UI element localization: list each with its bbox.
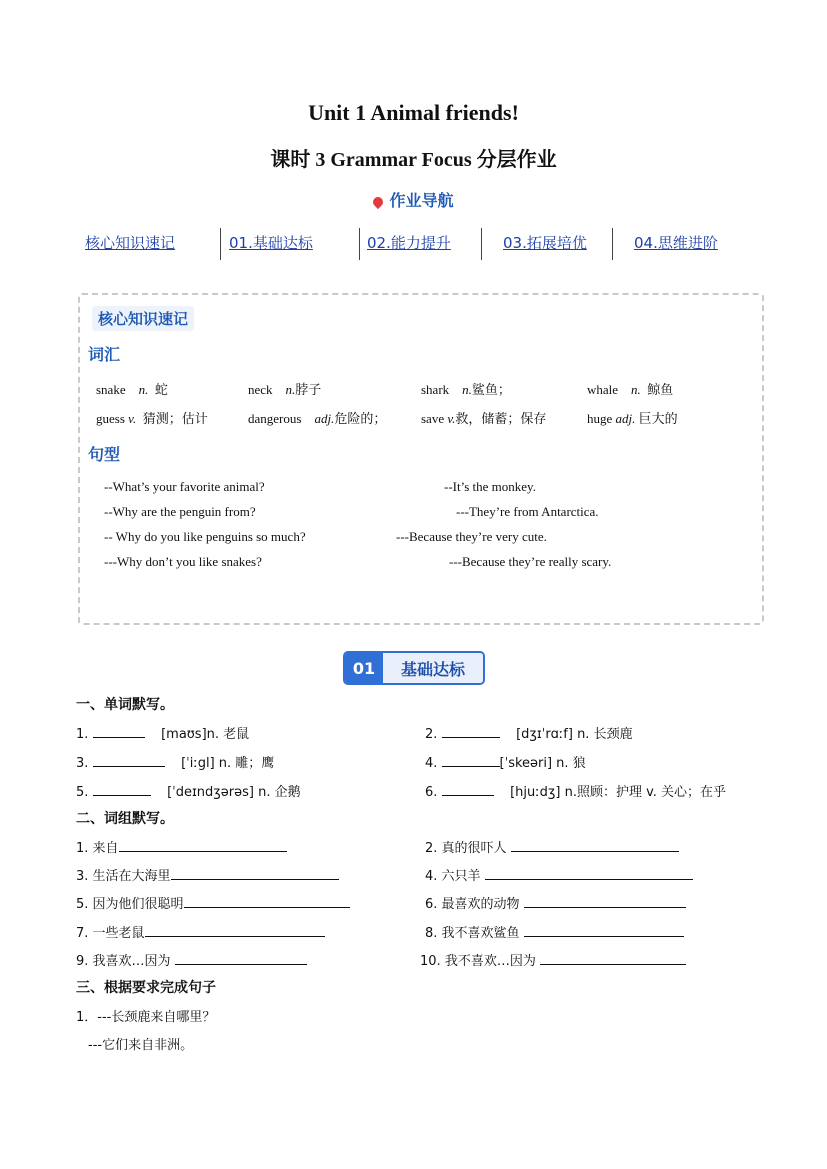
part1-heading: 一、单词默写。 xyxy=(76,697,174,713)
nav-link-advance[interactable]: 04.思维进阶 xyxy=(634,234,718,252)
vocab-item: guess v. 猜测；估计 xyxy=(96,411,208,426)
word-question: 1. [maʊs]n. 老鼠 xyxy=(76,727,250,742)
sentence-answer: --It’s the monkey. xyxy=(444,479,536,494)
part2-heading: 二、词组默写。 xyxy=(76,811,174,827)
answer-blank[interactable] xyxy=(93,725,145,738)
answer-blank[interactable] xyxy=(93,783,151,796)
sentence-question: --Why are the penguin from? xyxy=(104,504,256,519)
answer-blank[interactable] xyxy=(511,839,679,852)
sentence-answer: ---它们来自非洲。 xyxy=(88,1038,194,1053)
sentence-question: 1．---长颈鹿来自哪里？ xyxy=(76,1010,216,1025)
answer-blank[interactable] xyxy=(184,895,350,908)
nav-link-extend[interactable]: 03.拓展培优 xyxy=(503,234,587,252)
word-question: 2. [dʒɪˈrɑːf] n. 长颈鹿 xyxy=(425,727,633,742)
section-number: 01 xyxy=(345,653,383,683)
answer-blank[interactable] xyxy=(93,754,165,767)
phrase-question: 4. 六只羊 xyxy=(425,865,693,884)
phrase-question: 10. 我不喜欢…因为 xyxy=(420,950,686,969)
vocab-item: dangerous adj.危险的； xyxy=(248,411,387,426)
phrase-question: 2. 真的很吓人 xyxy=(425,837,679,856)
part3-heading: 三、根据要求完成句子 xyxy=(76,980,216,996)
page-title: Unit 1 Animal friends! xyxy=(308,100,519,125)
word-question: 3. [ˈiːgl] n. 雕；鹰 xyxy=(76,756,275,771)
section-badge xyxy=(343,651,485,685)
nav-divider xyxy=(359,228,360,260)
answer-blank[interactable] xyxy=(485,867,693,880)
location-pin-icon xyxy=(371,194,385,208)
answer-blank[interactable] xyxy=(442,783,494,796)
page-subtitle: 课时 3 Grammar Focus 分层作业 xyxy=(270,149,557,171)
knowledge-heading: 核心知识速记 xyxy=(92,306,194,331)
vocab-item: neck n.脖子 xyxy=(248,382,322,397)
phrase-question: 7. 一些老鼠 xyxy=(76,922,325,941)
vocab-item: snake n. 蛇 xyxy=(96,382,168,397)
word-question: 6. [hjuːdʒ] n.照顾：护理 v. 关心；在乎 xyxy=(425,785,727,800)
sentence-question: ---Why don’t you like snakes? xyxy=(104,554,262,569)
answer-blank[interactable] xyxy=(540,952,686,965)
word-question: 4. [ˈskeəri] n. 狼 xyxy=(425,756,586,771)
sentence-answer: ---Because they’re really scary. xyxy=(449,554,612,569)
phrase-question: 3. 生活在大海里 xyxy=(76,865,339,884)
answer-blank[interactable] xyxy=(175,952,307,965)
sentence-question: -- Why do you like penguins so much? xyxy=(104,529,306,544)
nav-divider xyxy=(612,228,613,260)
nav-divider xyxy=(220,228,221,260)
nav-link-basic[interactable]: 01.基础达标 xyxy=(229,234,313,252)
nav-heading xyxy=(0,188,827,211)
answer-blank[interactable] xyxy=(145,924,325,937)
sentence-heading: 句型 xyxy=(88,445,121,464)
section-label: 基础达标 xyxy=(383,653,483,683)
nav-divider xyxy=(481,228,482,260)
sentence-answer: ---They’re from Antarctica. xyxy=(456,504,599,519)
answer-blank[interactable] xyxy=(119,839,287,852)
sentence-answer: ---Because they’re very cute. xyxy=(396,529,547,544)
sentence-question: --What’s your favorite animal? xyxy=(104,479,265,494)
nav-heading-text: 作业导航 xyxy=(389,191,454,210)
phrase-question: 1. 来自 xyxy=(76,837,287,856)
vocab-item: whale n. 鲸鱼 xyxy=(587,382,674,397)
phrase-question: 9. 我喜欢…因为 xyxy=(76,950,307,969)
nav-link-core[interactable]: 核心知识速记 xyxy=(85,234,176,252)
phrase-question: 8. 我不喜欢鲨鱼 xyxy=(425,922,684,941)
answer-blank[interactable] xyxy=(442,754,500,767)
phrase-question: 6. 最喜欢的动物 xyxy=(425,893,686,912)
answer-blank[interactable] xyxy=(171,867,339,880)
vocab-item: shark n.鲨鱼； xyxy=(421,382,511,397)
knowledge-box xyxy=(78,293,764,625)
vocab-heading: 词汇 xyxy=(88,345,121,364)
phrase-question: 5. 因为他们很聪明 xyxy=(76,893,350,912)
vocab-item: save v.救，储蓄；保存 xyxy=(421,411,547,426)
word-question: 5. [ˈdeɪndʒərəs] n. 企鹅 xyxy=(76,785,301,800)
nav-link-improve[interactable]: 02.能力提升 xyxy=(367,234,451,252)
answer-blank[interactable] xyxy=(442,725,500,738)
answer-blank[interactable] xyxy=(524,895,686,908)
answer-blank[interactable] xyxy=(524,924,684,937)
vocab-item: huge adj. 巨大的 xyxy=(587,411,678,426)
